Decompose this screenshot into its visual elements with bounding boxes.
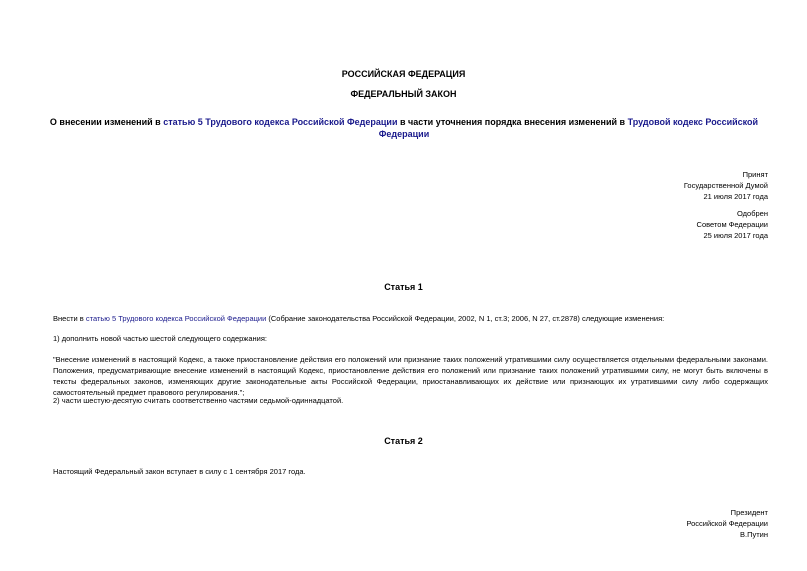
document-type-heading: ФЕДЕРАЛЬНЫЙ ЗАКОН [350,89,457,99]
article-2-heading: Статья 2 [384,436,423,446]
adopted-block [684,169,768,202]
signature-name: В.Путин [740,530,768,539]
intro-text-1: Внести в [53,314,86,323]
article-1-heading: Статья 1 [384,282,423,292]
article-1-intro [53,313,768,324]
adopted-date: 21 июля 2017 года [703,192,768,201]
title-link-labor-code[interactable]: Трудовой кодекс Российской Федерации [378,117,759,139]
approved-block [697,208,768,241]
approved-date: 25 июля 2017 года [703,231,768,240]
article-1-item-2: 2) части шестую-десятую считать соответственно частями седьмой-одиннадцатой. [53,396,344,405]
signature-title: Президент [730,508,768,517]
signature-block [686,507,768,540]
approved-label: Одобрен [737,209,768,218]
article-2-text: Настоящий Федеральный закон вступает в силу с 1 сентября 2017 года. [53,467,306,476]
signature-country: Российской Федерации [686,519,768,528]
intro-text-2: (Собрание законодательства Российской Федерации, 2002, N 1, ст.3; 2006, N 27, ст.2878) следующие изменения: [266,314,665,323]
intro-link-article-5[interactable]: статью 5 Трудового кодекса Российской Федерации [85,314,267,323]
title-text-2: в части уточнения порядка внесения изменений в [397,117,628,127]
title-link-article-5[interactable]: статью 5 Трудового кодекса Российской Федерации [163,117,398,127]
adopted-body: Государственной Думой [683,181,768,190]
article-1-item-1: 1) дополнить новой частью шестой следующего содержания: [53,334,267,343]
adopted-label: Принят [742,170,768,179]
title-text-1: О внесении изменений в [49,117,164,127]
approved-body: Советом Федерации [696,220,768,229]
article-1-quote: "Внесение изменений в настоящий Кодекс, а также приостановление действия его положений или признание таких положений утратившими силу осуществляется отдельными федеральными законами. Положения, предусматривающие внесение изменений в настоящий Кодекс, приостановление действия его положений или признание таких положений утратившими силу, не могут быть включены в тексты федеральных законов, изменяющих другие законодательные акты Российской Федерации, приостанавливающих их действие или признающих их утратившими силу либо содержащих самостоятельный предмет правового регулирования."; [53,355,768,397]
country-heading: РОССИЙСКАЯ ФЕДЕРАЦИЯ [341,69,466,79]
law-title [48,116,760,140]
